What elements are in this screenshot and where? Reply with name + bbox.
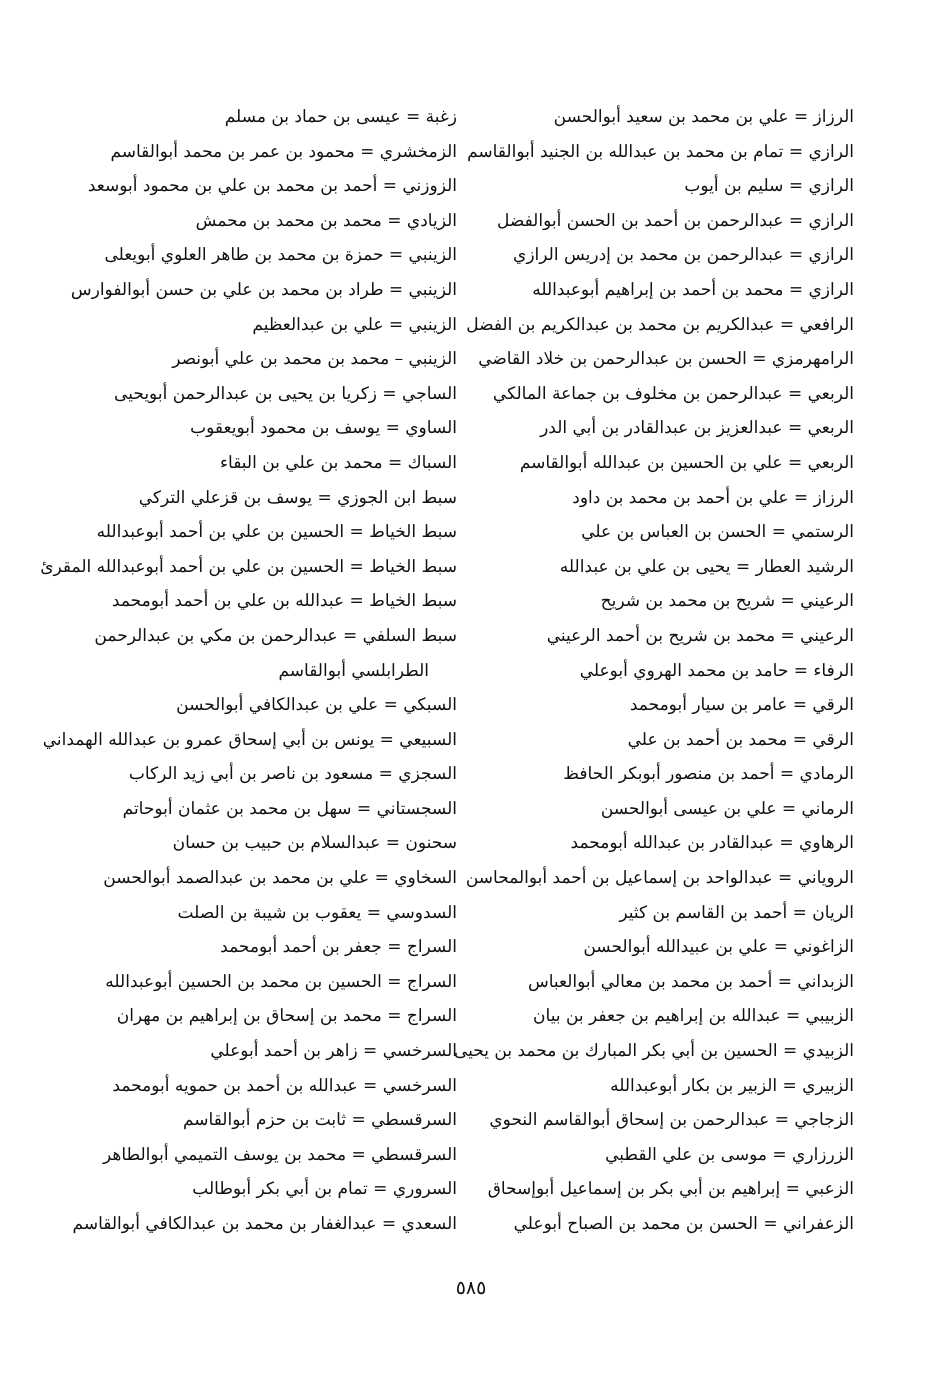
index-entry: السبكي = علي بن عبدالكافي أبوالحسن — [176, 695, 457, 716]
index-entry: الروياني = عبدالواحد بن إسماعيل بن أحمد أبوالمحاسن — [465, 868, 854, 889]
index-entry: الرازي = تمام بن محمد بن عبدالله بن الجنيد أبوالقاسم — [467, 141, 854, 162]
index-entry: الرعيني = محمد بن شريح بن أحمد الرعيني — [546, 625, 854, 646]
index-entry: الرزاز = علي بن أحمد بن محمد بن داود — [572, 487, 854, 508]
index-entry: الطرابلسي أبوالقاسم — [278, 660, 429, 681]
index-entry: السرقسطي = ثابت بن حزم أبوالقاسم — [182, 1110, 457, 1131]
index-entry: الرازي = محمد بن أحمد بن إبراهيم أبوعبدالله — [532, 279, 854, 300]
index-entry: الربعي = عبدالعزيز بن عبدالقادر بن أبي الدر — [540, 418, 854, 439]
index-entry: السرخسي = عبدالله بن أحمد بن حمويه أبومحمد — [112, 1075, 457, 1096]
index-entry: الساوي = يوسف بن محمود أبويعقوب — [190, 418, 457, 439]
index-entry: الزينبي = علي بن عبدالعظيم — [252, 314, 457, 335]
index-entry: الريان = أحمد بن القاسم بن كثير — [619, 902, 854, 923]
index-entry: السراج = محمد بن إسحاق بن إبراهيم بن مهران — [116, 1006, 457, 1027]
index-entry: السروري = تمام بن أبي بكر أبوطالب — [192, 1179, 457, 1200]
index-entry: الرفاء = حامد بن محمد الهروي أبوعلي — [579, 660, 854, 681]
index-entry: زغبة = عيسى بن حماد بن مسلم — [224, 107, 457, 127]
index-entry: السجستاني = سهل بن محمد بن عثمان أبوحاتم — [122, 798, 457, 819]
index-entry: الرشيد العطار = يحيى بن علي بن عبدالله — [559, 556, 854, 577]
index-entry: الزاغوني = علي بن عبيدالله أبوالحسن — [583, 937, 854, 958]
index-entry: الزوزني = أحمد بن محمد بن علي بن محمود أبوسعد — [87, 176, 457, 197]
index-entry: الربعي = علي بن الحسين بن عبدالله أبوالقاسم — [519, 452, 854, 473]
index-entry: الرزاز = علي بن محمد بن سعيد أبوالحسن — [553, 107, 854, 127]
index-entry: الزينبي = حمزة بن محمد بن طاهر العلوي أبويعلى — [104, 245, 457, 266]
index-entry: الساجي = زكريا بن يحيى بن عبدالرحمن أبويحيى — [114, 383, 457, 404]
index-entry: الزينبي = طراد بن محمد بن علي بن حسن أبوالفوارس — [70, 279, 457, 300]
index-entry: الزيادي = محمد بن محمد بن محمش — [195, 210, 457, 231]
index-entry: سبط الخياط = عبدالله بن علي بن أحمد أبومحمد — [111, 591, 457, 612]
index-entry: الزمخشري = محمود بن عمر بن محمد أبوالقاسم — [110, 141, 457, 162]
index-entry: الرامهرمزي = الحسن بن عبدالرحمن بن خلاد القاضي — [478, 349, 854, 370]
index-entry: الرقي = عامر بن سيار أبومحمد — [629, 695, 854, 716]
index-entry: السراج = الحسين بن محمد بن الحسين أبوعبدالله — [105, 971, 457, 992]
index-entry: الزعفراني = الحسن بن محمد بن الصباح أبوعلي — [513, 1214, 854, 1234]
index-entry: السرقسطي = محمد بن يوسف التميمي أبوالطاهر — [103, 1144, 457, 1165]
index-entry: الرمادي = أحمد بن منصور أبوبكر الحافظ — [563, 764, 854, 785]
index-entry: الرستمي = الحسن بن العباس بن علي — [581, 522, 854, 543]
index-entry: الرهاوي = عبدالقادر بن عبدالله أبومحمد — [570, 833, 854, 854]
index-entry: السخاوي = علي بن محمد بن عبدالصمد أبوالحسن — [103, 868, 457, 889]
index-entry: سبط الخياط = الحسين بن علي بن أحمد أبوعبدالله — [96, 522, 457, 543]
index-entry: الرافعي = عبدالكريم بن محمد بن عبدالكريم بن الفضل — [466, 314, 854, 335]
index-entry: الرماني = علي بن عيسى أبوالحسن — [600, 798, 854, 819]
index-entry: الزبيري = الزبير بن بكار أبوعبدالله — [610, 1075, 854, 1096]
index-entry: الزرزاري = موسى بن علي القطبي — [605, 1144, 854, 1165]
index-entry: الزينبي – محمد بن محمد بن علي أبونصر — [172, 349, 457, 370]
index-entry: السباك = محمد بن علي بن البقاء — [220, 452, 457, 473]
index-column-right — [453, 100, 854, 1242]
index-entry: الزبيدي = الحسين بن أبي بكر المبارك بن محمد بن يحيى — [453, 1041, 854, 1062]
index-entry: الزبيبي = عبدالله بن إبراهيم بن جعفر بن بيان — [533, 1006, 854, 1027]
page-number: ٥٨٥ — [455, 1277, 487, 1299]
index-entry: السراج = جعفر بن أحمد أبومحمد — [220, 937, 457, 958]
index-entry: الرازي = سليم بن أيوب — [684, 176, 854, 197]
index-entry: السعدي = عبدالغفار بن محمد بن عبدالكافي أبوالقاسم — [72, 1214, 457, 1234]
index-entry: سبط السلفي = عبدالرحمن بن مكي بن عبدالرحمن — [94, 625, 457, 646]
index-entry: السجزي = مسعود بن ناصر بن أبي زيد الركاب — [128, 764, 457, 785]
index-entry: السدوسي = يعقوب بن شيبة بن الصلت — [177, 902, 457, 923]
index-entry: الرعيني = شريح بن محمد بن شريح — [600, 591, 854, 612]
index-entry: الرقي = محمد بن أحمد بن علي — [627, 729, 854, 750]
index-entry: سبط ابن الجوزي = يوسف بن قزعلي التركي — [138, 487, 457, 508]
index-entry: السبيعي = يونس بن أبي إسحاق عمرو بن عبدالله الهمداني — [42, 729, 457, 750]
index-entry: الربعي = عبدالرحمن بن مخلوف بن جماعة المالكي — [492, 383, 854, 404]
index-entry: الرازي = عبدالرحمن بن أحمد بن الحسن أبوالفضل — [496, 210, 854, 231]
index-entry: السرخسي = زاهر بن أحمد أبوعلي — [210, 1041, 457, 1062]
index-entry: سحنون = عبدالسلام بن حبيب بن حسان — [172, 833, 457, 854]
index-entry: الزجاجي = عبدالرحمن بن إسحاق أبوالقاسم النحوي — [489, 1110, 854, 1131]
index-entry: الزعبي = إبراهيم بن أبي بكر بن إسماعيل أبوإسحاق — [487, 1179, 854, 1200]
index-entry: سبط الخياط = الحسين بن علي بن أحمد أبوعبدالله المقرئ — [40, 556, 457, 577]
index-entry: الزبداني = أحمد بن محمد بن معالي أبوالعباس — [527, 971, 854, 992]
index-column-left — [40, 100, 457, 1242]
index-entry: الرازي = عبدالرحمن بن محمد بن إدريس الرازي — [513, 245, 854, 266]
